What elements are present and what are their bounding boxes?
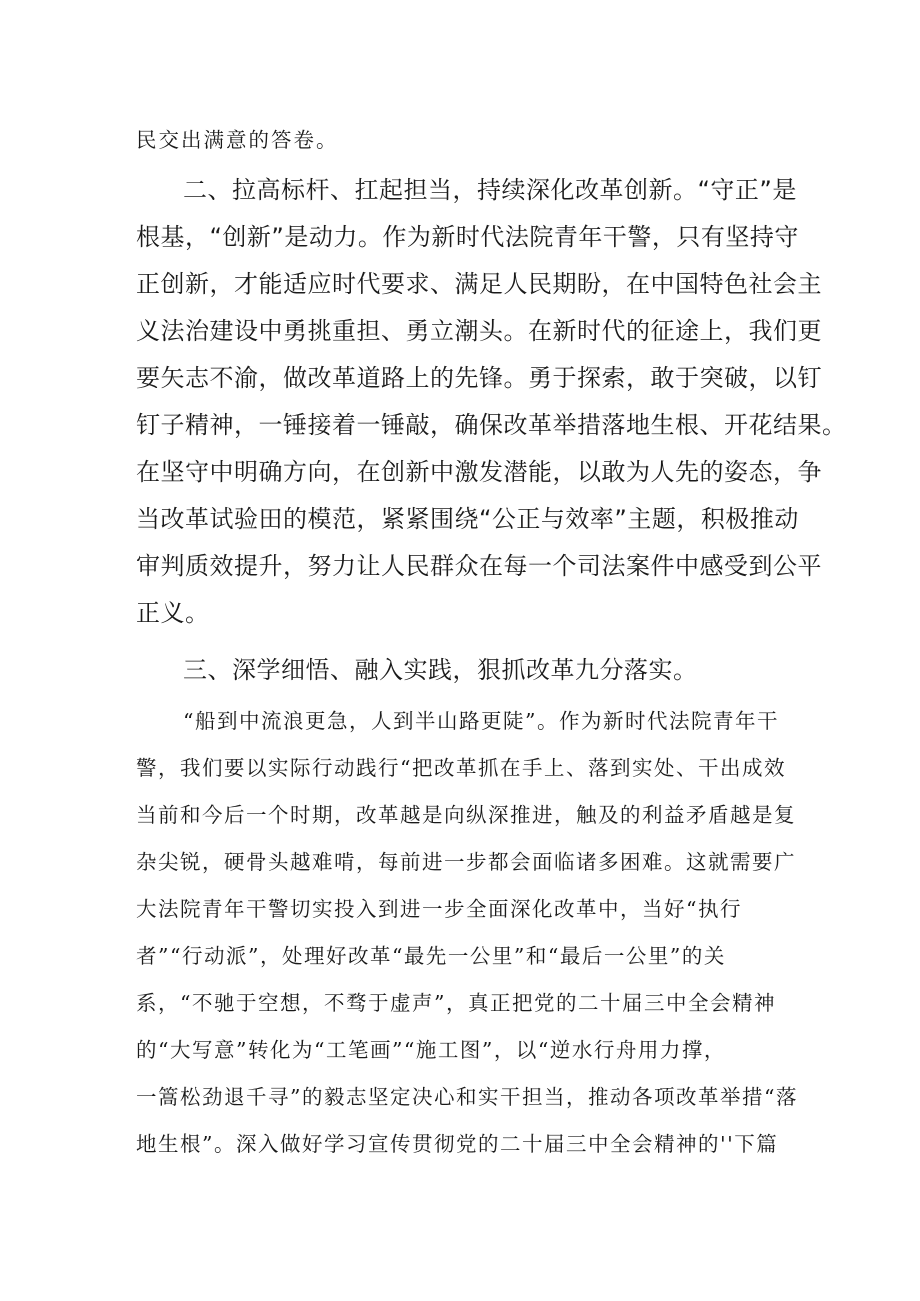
- section2-line: 正义。: [136, 599, 210, 627]
- section2-line: 正创新，才能适应时代要求、满足人民期盼，在中国特色社会主: [136, 270, 822, 298]
- section2-line: 义法治建设中勇挑重担、勇立潮头。在新时代的征途上，我们更: [136, 317, 822, 345]
- section3-line: 杂尖锐，硬骨头越难啃，每前进一步都会面临诸多困难。这就需要广: [136, 850, 796, 874]
- section3-line: 者”“行动派”，处理好改革“最先一公里”和“最后一公里”的关: [136, 944, 726, 968]
- section3-line: 当前和今后一个时期，改革越是向纵深推进，触及的利益矛盾越是复: [136, 803, 796, 827]
- section3-heading: 三、深学细悟、融入实践，狠抓改革九分落实。: [183, 656, 698, 684]
- section2-line: 要矢志不渝，做改革道路上的先锋。勇于探索，敢于突破，以钉: [136, 364, 822, 392]
- section3-line: 大法院青年干警切实投入到进一步全面深化改革中，当好“执行: [136, 897, 742, 921]
- section2-line: 二、拉高标杆、扛起担当，持续深化改革创新。“守正”是: [183, 176, 797, 204]
- section3-line: 地生根”。深入做好学习宣传贯彻党的二十届三中全会精神的''下篇: [136, 1132, 779, 1156]
- continuation-line: 民交出满意的答卷。: [136, 128, 339, 152]
- section3-line: 警，我们要以实际行动践行“把改革抓在手上、落到实处、干出成效: [136, 756, 786, 780]
- section3-line: “船到中流浪更急，人到半山路更陡”。作为新时代法院青年干: [183, 709, 779, 733]
- section2-line: 根基，“创新”是动力。作为新时代法院青年干警，只有坚持守: [136, 223, 799, 251]
- section2-line: 当改革试验田的模范，紧紧围绕“公正与效率”主题，积极推动: [136, 505, 799, 533]
- section2-line: 在坚守中明确方向，在创新中激发潜能，以敢为人先的姿态，争: [136, 458, 822, 486]
- section2-line: 钉子精神，一锤接着一锤敲，确保改革举措落地生根、开花结果。: [136, 411, 847, 439]
- section3-line: 系，“不驰于空想，不骛于虚声”，真正把党的二十届三中全会精神: [136, 991, 776, 1015]
- section2-line: 审判质效提升，努力让人民群众在每一个司法案件中感受到公平: [136, 552, 822, 580]
- section3-line: 一篙松劲退千寻”的毅志坚定决心和实干担当，推动各项改革举措“落: [136, 1085, 798, 1109]
- section3-line: 的“大写意”转化为“工笔画”“施工图”，以“逆水行舟用力撑，: [136, 1038, 726, 1062]
